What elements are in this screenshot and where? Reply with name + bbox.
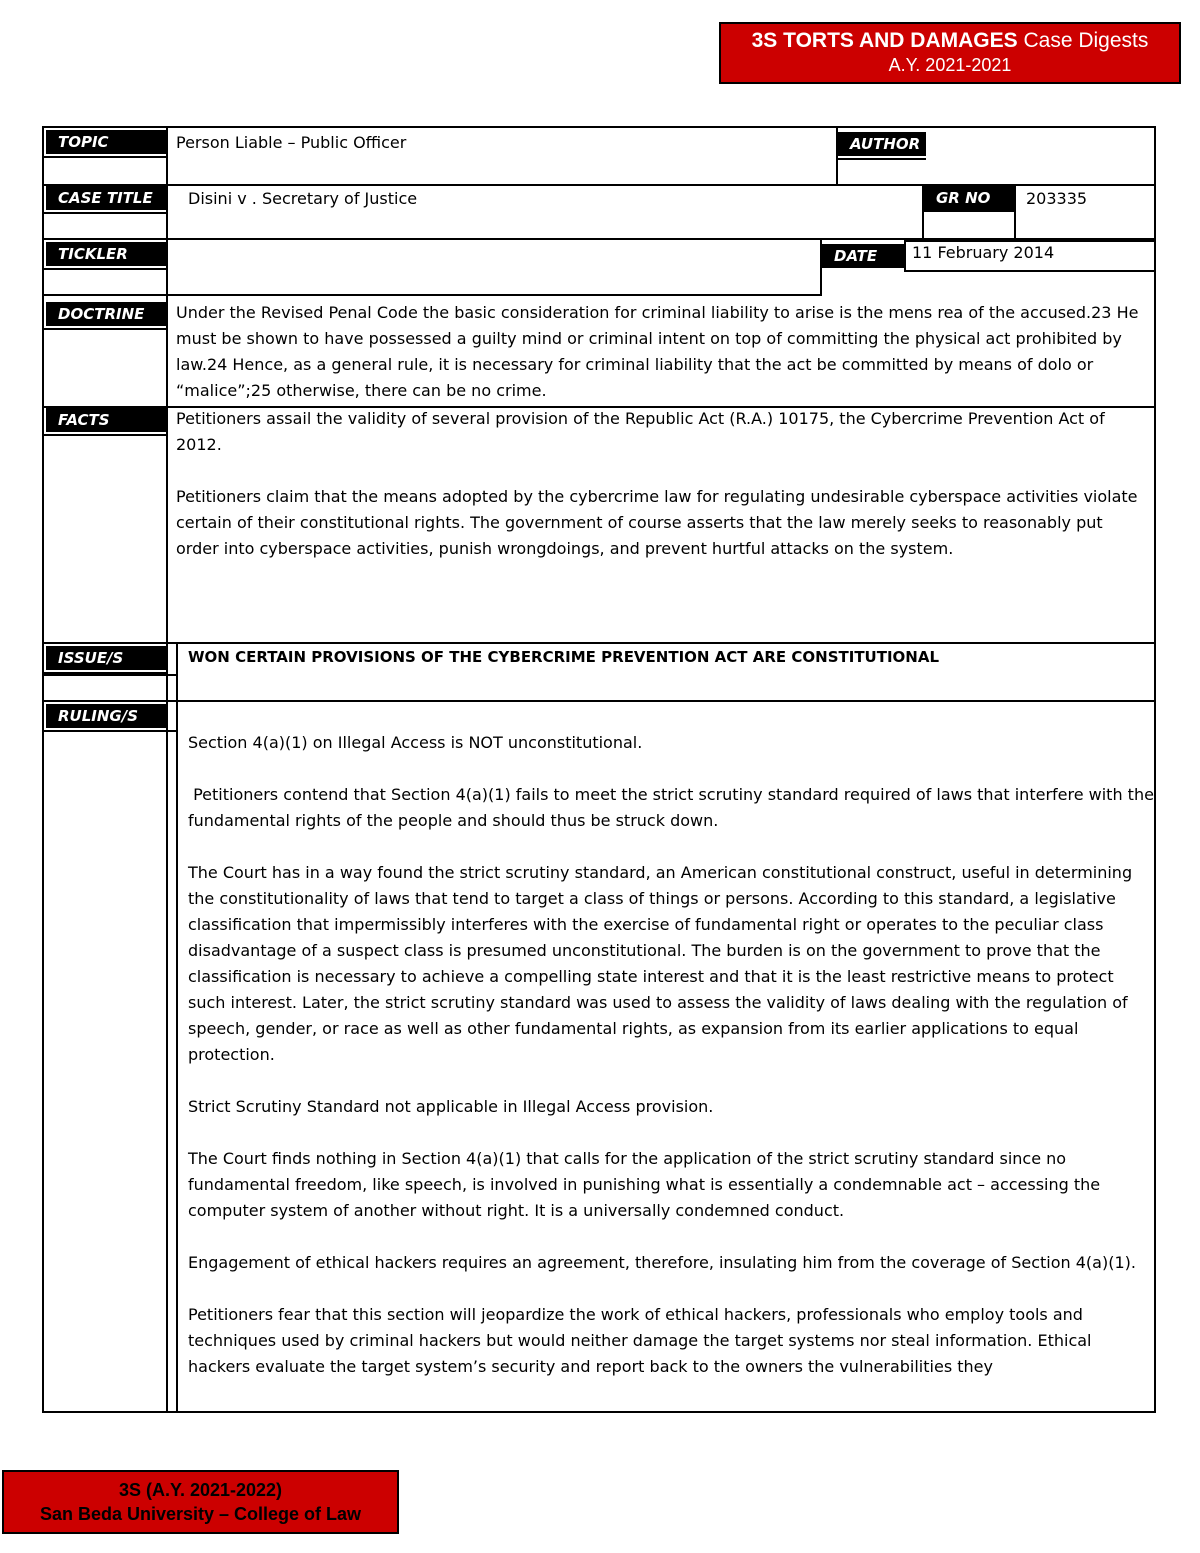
label-facts: FACTS: [46, 408, 166, 432]
label-underline: [44, 730, 178, 732]
header-title-rest: Case Digests: [1023, 29, 1149, 52]
label-tickler: TICKLER: [46, 242, 166, 266]
ruling-inner-divider: [176, 700, 178, 1413]
row-divider: [44, 700, 1154, 702]
grno-value-divider: [1014, 184, 1016, 238]
label-issues: ISSUE/S: [46, 646, 166, 670]
label-date: DATE: [822, 244, 904, 268]
doctrine-text: Under the Revised Penal Code the basic consideration for criminal liability to arise is the mens rea of the accused.23 He must be shown to have possessed a guilty mind or criminal intent on top of committing the physical act prohibited by law.24 Hence, as a general rule, it is necessary for criminal liability that the act be committed by means of dolo or “malice”;25 otherwise, there can be no crime.: [176, 303, 1139, 400]
label-underline: [44, 156, 168, 158]
header-banner: [719, 22, 1181, 84]
label-case-title: CASE TITLE: [46, 186, 166, 210]
issue-inner-underline: [44, 674, 178, 676]
ruling-paragraph: Petitioners contend that Section 4(a)(1) fails to meet the strict scrutiny standard required of laws that interfere with the fundamental rights of the people and should thus be struck down.: [188, 785, 1160, 830]
label-ruling: RULING/S: [46, 704, 166, 728]
grno-underline: [922, 210, 1016, 212]
label-underline: [44, 328, 168, 330]
label-underline: [44, 212, 168, 214]
row-divider: [44, 294, 822, 296]
label-underline: [44, 268, 168, 270]
header-title-bold: 3S TORTS AND DAMAGES: [751, 29, 1018, 52]
ruling-paragraph: The Court finds nothing in Section 4(a)(1) that calls for the application of the strict scrutiny standard since no fundamental freedom, like speech, is involved in punishing what is essentially a condemnable act – accessing the computer system of another without right. It is a universally condemned conduct.: [188, 1149, 1101, 1220]
label-gr-no: GR NO: [924, 186, 1014, 210]
header-year: A.Y. 2021-2021: [888, 55, 1012, 75]
ruling-paragraph: Section 4(a)(1) on Illegal Access is NOT unconstitutional.: [188, 733, 643, 752]
facts-text: [176, 406, 1148, 562]
facts-paragraph: Petitioners assail the validity of several provision of the Republic Act (R.A.) 10175, the Cybercrime Prevention Act of 2012.: [176, 409, 1105, 454]
case-digest-form: [42, 126, 1160, 1413]
topic-value: Person Liable – Public Officer: [176, 133, 407, 152]
issue-inner-divider: [176, 642, 178, 700]
label-underline: [44, 434, 168, 436]
issue-text: WON CERTAIN PROVISIONS OF THE CYBERCRIME PREVENTION ACT ARE CONSTITUTIONAL: [188, 648, 940, 666]
label-doctrine: DOCTRINE: [46, 302, 166, 326]
header-title: [721, 28, 1179, 54]
ruling-paragraph: The Court has in a way found the strict scrutiny standard, an American constitutional construct, useful in determining the constitutionality of laws that tend to target a class of things or persons. According to this standard, a legislative classification that impermissibly interferes with the exercise of fundamental right or operates to the peculiar class disadvantage of a suspect class is presumed unconstitutional. The burden is on the government to prove that the classification is necessary to achieve a compelling state interest and that it is the least restrictive means to protect such interest. Later, the strict scrutiny standard was used to assess the validity of laws dealing with the regulation of speech, gender, or race as well as other fundamental rights, as expansion from its earlier applications to equal protection.: [188, 863, 1133, 1064]
footer-line2: San Beda University – College of Law: [39, 1504, 362, 1524]
label-column-divider: [166, 128, 168, 1413]
ruling-paragraph: Engagement of ethical hackers requires an agreement, therefore, insulating him from the coverage of Section 4(a)(1).: [188, 1253, 1136, 1272]
ruling-text: [188, 730, 1160, 1410]
case-title-value: Disini v . Secretary of Justice: [188, 189, 418, 208]
label-underline: [836, 158, 926, 160]
footer-line1: 3S (A.Y. 2021-2022): [118, 1480, 283, 1500]
gr-no-value: 203335: [1026, 189, 1088, 208]
ruling-paragraph: Strict Scrutiny Standard not applicable in Illegal Access provision.: [188, 1097, 714, 1116]
facts-paragraph: Petitioners claim that the means adopted by the cybercrime law for regulating undesirable cyberspace activities violate certain of their constitutional rights. The government of course asserts that the law merely seeks to reasonably put order into cyberspace activities, punish wrongdoings, and prevent hurtful attacks on the system.: [176, 487, 1138, 558]
label-author: AUTHOR: [838, 132, 926, 156]
ruling-paragraph: Petitioners fear that this section will jeopardize the work of ethical hackers, professionals who employ tools and techniques used by criminal hackers but would neither damage the target systems nor steal information. Ethical hackers evaluate the target system’s security and report back to the owners the vulnerabilities they: [188, 1305, 1092, 1376]
footer-banner: [2, 1470, 399, 1534]
label-topic: TOPIC: [46, 130, 166, 154]
date-value: 11 February 2014: [912, 243, 1055, 262]
